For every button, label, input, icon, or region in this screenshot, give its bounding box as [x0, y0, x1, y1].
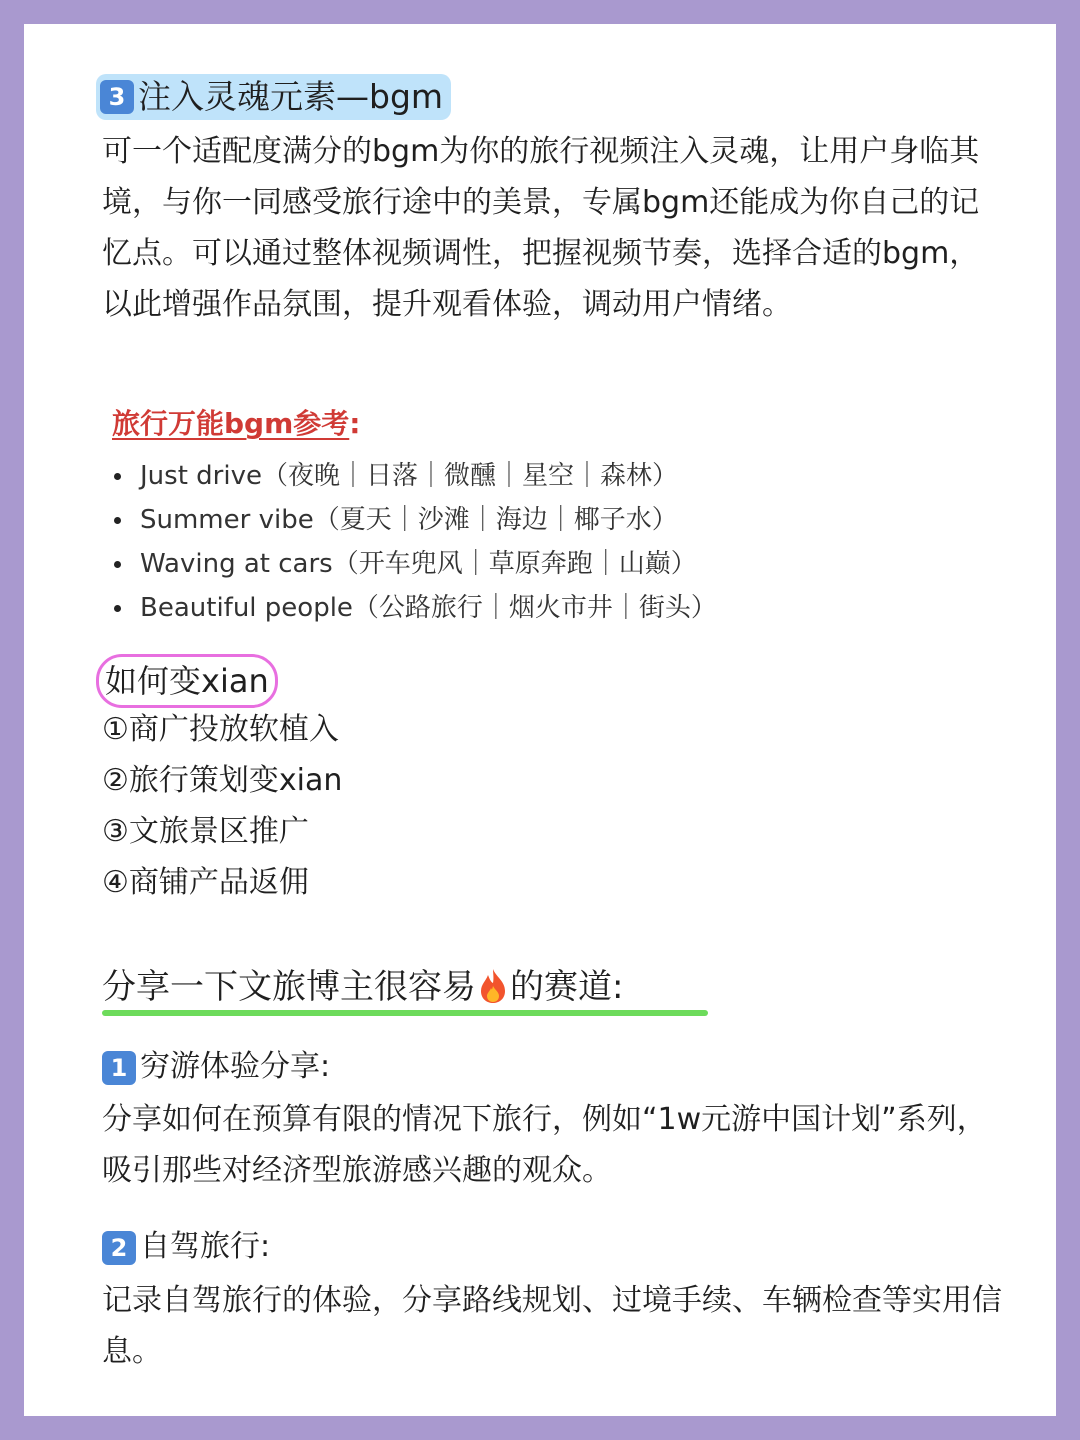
keycap-3-icon: 3 [100, 80, 134, 114]
track-1-body: 分享如何在预算有限的情况下旅行，例如“1w元游中国计划”系列，吸引那些对经济型旅游感兴趣的观众。 [102, 1102, 987, 1188]
list-item: Waving at cars（开车兜风｜草原奔跑｜山巅） [114, 542, 717, 586]
share-title-after: 的赛道: [510, 967, 624, 1007]
section3-title: 注入灵魂元素—bgm [138, 77, 444, 116]
section3-heading [96, 74, 451, 120]
keycap-1-icon: 1 [102, 1051, 136, 1085]
track-1-title [102, 1042, 330, 1092]
bgm-reference-colon: : [349, 407, 361, 440]
bgm-reference-list [114, 454, 717, 630]
track-2-title [102, 1222, 270, 1272]
bgm-reference-title [112, 402, 360, 442]
monetize-steps [102, 704, 342, 908]
share-title-underline [102, 1010, 708, 1016]
list-item: Summer vibe（夏天｜沙滩｜海边｜椰子水） [114, 498, 717, 542]
share-title-before: 分享一下文旅博主很容易 [102, 967, 476, 1007]
content-card [24, 24, 1056, 1416]
list-item: Just drive（夜晚｜日落｜微醺｜星空｜森林） [114, 454, 717, 498]
list-item: ①商广投放软植入 [102, 712, 339, 747]
share-title [102, 962, 623, 1012]
bgm-reference-title-text: 旅行万能bgm参考 [112, 407, 350, 440]
list-item: ②旅行策划变xian [102, 763, 343, 798]
list-item: ④商铺产品返佣 [102, 865, 309, 900]
track-1-title-text: 穷游体验分享: [140, 1049, 331, 1084]
track-2-title-text: 自驾旅行: [140, 1229, 271, 1264]
keycap-2-icon: 2 [102, 1231, 136, 1265]
monetize-title: 如何变xian [96, 654, 278, 708]
section3-body: 可一个适配度满分的bgm为你的旅行视频注入灵魂，让用户身临其境，与你一同感受旅行途中的美景，专属bgm还能成为你自己的记忆点。可以通过整体视频调性，把握视频节奏，选择合适的bgm，以此增强作品氛围，提升观看体验，调动用户情绪。 [102, 134, 980, 322]
track-2-body: 记录自驾旅行的体验，分享路线规划、过境手续、车辆检查等实用信息。 [102, 1283, 1002, 1369]
list-item: ③文旅景区推广 [102, 814, 309, 849]
list-item: Beautiful people（公路旅行｜烟火市井｜街头） [114, 586, 717, 630]
fire-icon [478, 968, 508, 1004]
